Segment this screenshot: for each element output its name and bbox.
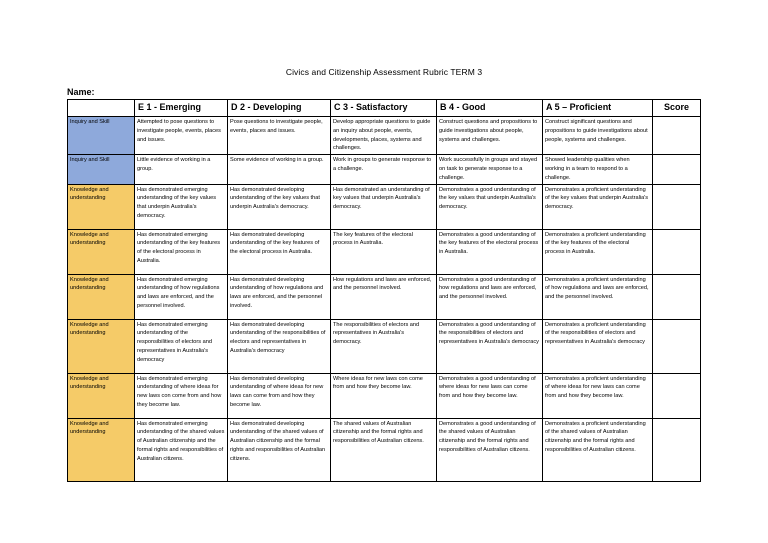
cell-developing: Has demonstrated developing understanding of the key features of the electoral process in Australia.	[228, 229, 331, 274]
header-row	[68, 100, 701, 117]
row-category: Knowledge and understanding	[68, 229, 135, 274]
cell-developing: Has demonstrated developing understanding of how regulations and laws are enforced, and the personnel involved.	[228, 274, 331, 319]
cell-proficient: Showed leadership qualities when working in a team to respond to a challenge.	[543, 155, 653, 184]
name-label: Name:	[67, 87, 95, 97]
cell-score[interactable]	[653, 184, 701, 229]
cell-proficient: Demonstrates a proficient understanding of how regulations and laws are enforced, and the personnel involved.	[543, 274, 653, 319]
cell-satisfactory: The shared values of Australian citizenship and the formal rights and responsibilities of Australian citizens.	[331, 418, 437, 481]
table-row	[68, 117, 701, 155]
cell-satisfactory: Has demonstrated an understanding of key values that underpin Australia's democracy.	[331, 184, 437, 229]
rubric-table	[67, 99, 701, 482]
cell-emerging: Has demonstrated emerging understanding of the key values that underpin Australia's democracy.	[135, 184, 228, 229]
cell-proficient: Demonstrates a proficient understanding of the key values that underpin Australia's democracy.	[543, 184, 653, 229]
header-developing: D 2 - Developing	[228, 100, 331, 117]
cell-good: Construct questions and propositions to guide investigations about people, systems and challenges.	[437, 117, 543, 155]
cell-developing: Has demonstrated developing understanding of the shared values of Australian citizenship and the formal rights and responsibilities of Australian citizens.	[228, 418, 331, 481]
cell-proficient: Demonstrates a proficient understanding of where ideas for new laws can come from and how they become law.	[543, 373, 653, 418]
cell-proficient: Demonstrates a proficient understanding of the key features of the electoral process in Australia.	[543, 229, 653, 274]
cell-good: Demonstrates a good understanding of where ideas for new laws can come from and how they become law.	[437, 373, 543, 418]
cell-emerging: Attempted to pose questions to investigate people, events, places and issues.	[135, 117, 228, 155]
cell-developing: Has demonstrated developing understanding of the responsibilities of electors and representatives in Australia's democracy	[228, 319, 331, 373]
header-good: B 4 - Good	[437, 100, 543, 117]
cell-good: Work successfully in groups and stayed on task to generate response to a challenge.	[437, 155, 543, 184]
cell-score[interactable]	[653, 418, 701, 481]
table-row	[68, 418, 701, 481]
cell-emerging: Has demonstrated emerging understanding of where ideas for new laws con come from and how they become law.	[135, 373, 228, 418]
table-row	[68, 229, 701, 274]
table-row	[68, 319, 701, 373]
table-row	[68, 373, 701, 418]
row-category: Knowledge and understanding	[68, 319, 135, 373]
cell-emerging: Has demonstrated emerging understanding of the shared values of Australian citizenship and the formal rights and responsibilities of Australian citizens.	[135, 418, 228, 481]
cell-satisfactory: Where ideas for new laws con come from and how they become law.	[331, 373, 437, 418]
table-row	[68, 274, 701, 319]
row-category: Inquiry and Skill	[68, 117, 135, 155]
cell-satisfactory: How regulations and laws are enforced, and the personnel involved.	[331, 274, 437, 319]
cell-score[interactable]	[653, 373, 701, 418]
table-row	[68, 155, 701, 184]
row-category: Inquiry and Skill	[68, 155, 135, 184]
document-title: Civics and Citizenship Assessment Rubric TERM 3	[285, 67, 483, 77]
header-blank	[68, 100, 135, 117]
cell-good: Demonstrates a good understanding of the key values that underpin Australia's democracy.	[437, 184, 543, 229]
row-category: Knowledge and understanding	[68, 274, 135, 319]
cell-emerging: Has demonstrated emerging understanding of the key features of the electoral process in Australia.	[135, 229, 228, 274]
cell-good: Demonstrates a good understanding of the responsibilities of electors and representatives in Australia's democracy	[437, 319, 543, 373]
cell-satisfactory: The key features of the electoral process in Australia.	[331, 229, 437, 274]
cell-developing: Has demonstrated developing understanding of where ideas for new laws can come from and how they become law.	[228, 373, 331, 418]
cell-satisfactory: Work in groups to generate response to a challenge.	[331, 155, 437, 184]
header-satisfactory: C 3 - Satisfactory	[331, 100, 437, 117]
cell-emerging: Has demonstrated emerging understanding of how regulations and laws are enforced, and the personnel involved.	[135, 274, 228, 319]
row-category: Knowledge and understanding	[68, 373, 135, 418]
cell-good: Demonstrates a good understanding of the key features of the electoral process in Australia.	[437, 229, 543, 274]
cell-score[interactable]	[653, 319, 701, 373]
cell-developing: Some evidence of working in a group.	[228, 155, 331, 184]
cell-developing: Has demonstrated developing understanding of the key values that underpin Australia's democracy.	[228, 184, 331, 229]
cell-proficient: Construct significant questions and propositions to guide investigations about people, systems and challenges.	[543, 117, 653, 155]
cell-proficient: Demonstrates a proficient understanding of the shared values of Australian citizenship and the formal rights and responsibilities of Australian citizens.	[543, 418, 653, 481]
cell-score[interactable]	[653, 274, 701, 319]
cell-score[interactable]	[653, 229, 701, 274]
header-emerging: E 1 - Emerging	[135, 100, 228, 117]
cell-proficient: Demonstrates a proficient understanding of the responsibilities of electors and representatives in Australia's democracy	[543, 319, 653, 373]
cell-satisfactory: Develop appropriate questions to guide an inquiry about people, events, developments, places, systems and challenges.	[331, 117, 437, 155]
table-row	[68, 184, 701, 229]
row-category: Knowledge and understanding	[68, 418, 135, 481]
cell-good: Demonstrates a good understanding of how regulations and laws are enforced, and the personnel involved.	[437, 274, 543, 319]
cell-satisfactory: The responsibilities of electors and representatives in Australia's democracy.	[331, 319, 437, 373]
cell-emerging: Has demonstrated emerging understanding of the responsibilities of electors and representatives in Australia's democracy	[135, 319, 228, 373]
cell-emerging: Little evidence of working in a group.	[135, 155, 228, 184]
cell-developing: Pose questions to investigate people, events, places and issues.	[228, 117, 331, 155]
header-proficient: A 5 – Proficient	[543, 100, 653, 117]
cell-score[interactable]	[653, 155, 701, 184]
header-score: Score	[653, 100, 701, 117]
cell-score[interactable]	[653, 117, 701, 155]
row-category: Knowledge and understanding	[68, 184, 135, 229]
cell-good: Demonstrates a good understanding of the shared values of Australian citizenship and the formal rights and responsibilities of Australian citizens.	[437, 418, 543, 481]
